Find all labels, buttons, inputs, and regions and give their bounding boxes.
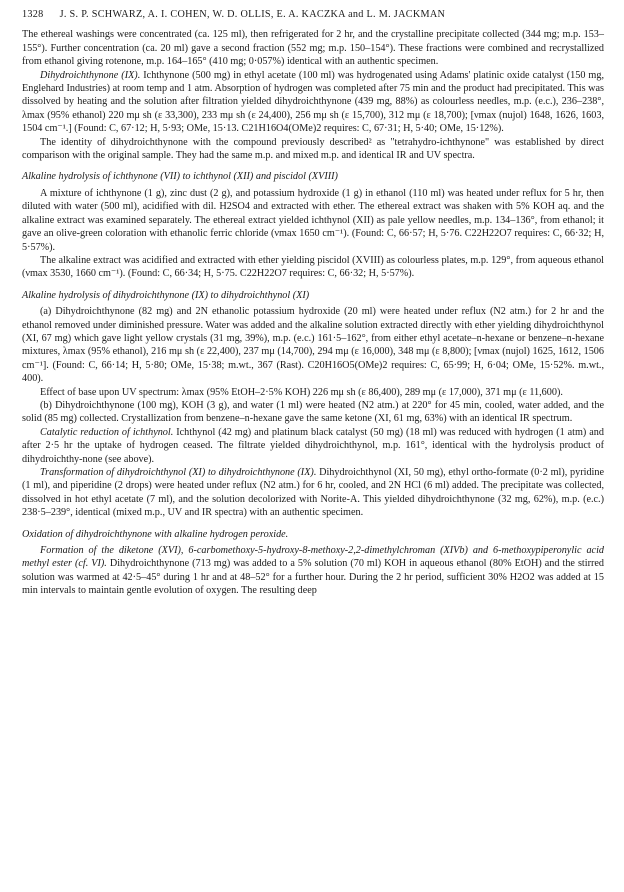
section-heading: Alkaline hydrolysis of dihydroichthynone (IX) to dihydroichthynol (XI) — [22, 289, 310, 301]
section-heading: Oxidation of dihydroichthynone with alkaline hydrogen peroxide. — [22, 528, 289, 540]
body-paragraph — [22, 305, 604, 385]
paragraph-text: The alkaline extract was acidified and extracted with ether yielding piscidol (XVIII) as colourless plates, m.p. 129°, from aqueous ethanol (νmax 3530, 1660 cm⁻¹). (Found: C, 66·34; H, 5·75. C22H22O7 requires: C, 66·32; H, 5·57%). — [22, 254, 604, 280]
running-authors: J. S. P. SCHWARZ, A. I. COHEN, W. D. OLLIS, E. A. KACZKA and L. M. JACKMAN — [59, 9, 446, 20]
paragraph-text: The ethereal washings were concentrated (ca. 125 ml), then refrigerated for 2 hr, and the crystalline precipitate collected (344 mg; m.p. 153–155°). Further concentration (ca. 20 ml) gave a second fraction (552 mg; m.p. 150–154°). These fractions were combined and recrystallized from ethanol giving rotenone, m.p. 164–165° (410 mg; 0·057%) identical with an authentic specimen. — [22, 29, 604, 68]
paragraph-lead: Dihydroichthynone (IX). — [40, 69, 141, 81]
page-number: 1328 — [22, 9, 44, 20]
paragraph-text: Ichthynone (500 mg) in ethyl acetate (100 ml) was hydrogenated using Adams' platinic oxide catalyst (150 mg, Englehard Industries) at room temp and 1 atm. Absorption of hydrogen was completed after 75 min and the product had precipitated. This was dissolved by heating and the solution after filtration yielded dihydroichthynone (439 mg, 88%) as colourless needles, m.p. (e.c.), 236–238°, λmax (95% ethanol) 220 mμ sh (ε 33,300), 233 mμ sh (ε 24,400), 256 mμ sh (ε 15,700), 312 mμ (ε 18,700); [νmax (nujol) 1648, 1626, 1603, 1504 cm⁻¹.] (Found: C, 67·12; H, 5·93; OMe, 15·13. C21H16O4(OMe)2 requires: C, 67·31; H, 5·40; OMe, 15·12%). — [22, 69, 604, 135]
body-paragraph — [22, 466, 604, 520]
body-paragraph — [22, 136, 604, 163]
paragraph-lead: Catalytic reduction of ichthynol. — [40, 426, 174, 438]
body-paragraph — [22, 69, 604, 136]
section-heading: Alkaline hydrolysis of ichthynone (VII) to ichthynol (XII) and piscidol (XVIII) — [22, 171, 338, 183]
paragraph-lead: Formation of the diketone (XVI), 6-carbomethoxy-5-hydroxy-8-methoxy-2,2-dimethylchroman (XIVb) and 6-methoxypiperonylic acid methyl ester (cf. VI). — [22, 545, 604, 570]
paragraph-text: Effect of base upon UV spectrum: λmax (95% EtOH–2·5% KOH) 226 mμ sh (ε 86,400), 289 mμ (ε 17,000), 371 mμ (ε 11,600). — [40, 386, 563, 398]
body-paragraph — [22, 254, 604, 281]
body-paragraph — [22, 28, 604, 68]
article-body — [22, 28, 604, 597]
paragraph-text: Ichthynol (42 mg) and platinum black catalyst (50 mg) (18 ml) was reduced with hydrogen (1 atm) and after 2·5 hr the uptake of hydrogen ceased. The filtrate yielded dihydroichthynol, m.p. 161°, identical with the hydrolysis product of dihydroichthy-none (see above). — [22, 426, 604, 465]
paragraph-text: Dihydroichthynol (XI, 50 mg), ethyl ortho-formate (0·2 ml), pyridine (1 ml), and piperidine (2 drops) were heated under reflux (N2 atm.) for 6 hr, cooled, and 2N HCl (6 ml) added. The precipitate was collected, dissolved in hot ethyl acetate (7 ml), and the solution decolorized with Norite-A. This yielded dihydroichthynone (32 mg, 62%), m.p. (e.c.) 238·5–239°, identical (mixed m.p., UV and IR spectra) with an authentic specimen. — [22, 467, 604, 519]
paragraph-text: (a) Dihydroichthynone (82 mg) and 2N ethanolic potassium hydroxide (20 ml) were heated under reflux (N2 atm.) for 2 hr and the ethanol removed under diminished pressure. Water was added and the alkaline solution extracted directly with ether yielding dihydroichthynol (XI, 67 mg) which gave light yellow crystals (31 mg, 39%), m.p. (e.c.) 161·5–162°, from either ethyl acetate–n-hexane or benzene–n-hexane mixtures, λmax (95% ethanol), 216 mμ sh (ε 22,400), 237 mμ (14,700), 294 mμ (ε 16,000), 348 mμ (ε 8,800); [νmax (nujol) 1625, 1612, 1506 cm⁻¹]. (Found: C, 66·14; H, 5·80; OMe, 15·38; m.wt., 367 (Rast). C20H16O5(OMe)2 requires: C, 65·99; H, 6·04; OMe, 15·52%. m.wt., 400). — [22, 306, 604, 385]
paragraph-text: A mixture of ichthynone (1 g), zinc dust (2 g), and potassium hydroxide (1 g) in ethanol (110 ml) was heated under reflux for 5 hr, then diluted with water (500 ml), acidified with dil. H2SO4 and extracted with ether. The ethereal extract was shaken with 5% KOH aq. and the alkaline extract was examined separately. The ethereal extract yielded ichthynol (XII) as pale yellow needles, m.p. 134–136°, from ethanol; it gave an olive-green coloration with ethanolic ferric chloride (νmax 1650 cm⁻¹). (Found: C, 66·57; H, 5·76. C22H22O7 requires: C, 66·32; H, 5·57%). — [22, 187, 604, 253]
running-header — [22, 8, 604, 21]
body-paragraph — [22, 399, 604, 426]
body-paragraph — [22, 426, 604, 466]
paragraph-text: The identity of dihydroichthynone with the compound previously described² as "tetrahydro-ichthynone" was established by direct comparison with the original sample. They had the same m.p. and mixed m.p. and identical IR and UV spectra. — [22, 136, 604, 162]
body-paragraph — [22, 187, 604, 254]
paragraph-text: (b) Dihydroichthynone (100 mg), KOH (3 g), and water (1 ml) were heated (N2 atm.) at 220° for 45 min, cooled, water added, and the solid (85 mg) collected. Crystallization from benzene–n-hexane gave the same ketone (XI, 61 mg, 63%) with an identical IR spectrum. — [22, 399, 604, 425]
paragraph-lead: Transformation of dihydroichthynol (XI) to dihydroichthynone (IX). — [40, 467, 317, 478]
body-paragraph — [22, 544, 604, 598]
paragraph-text: Dihydroichthynone (713 mg) was added to a 5% solution (70 ml) KOH in aqueous ethanol (80% EtOH) and the stirred solution was warmed at 42·5–45° during 1 hr and at 48–52° for a further hour. During the 2 hr period, sufficient 30% H2O2 was added at 15 min intervals to maintain gentle evolution of oxygen. The resulting deep — [22, 558, 604, 597]
body-paragraph — [22, 386, 604, 399]
